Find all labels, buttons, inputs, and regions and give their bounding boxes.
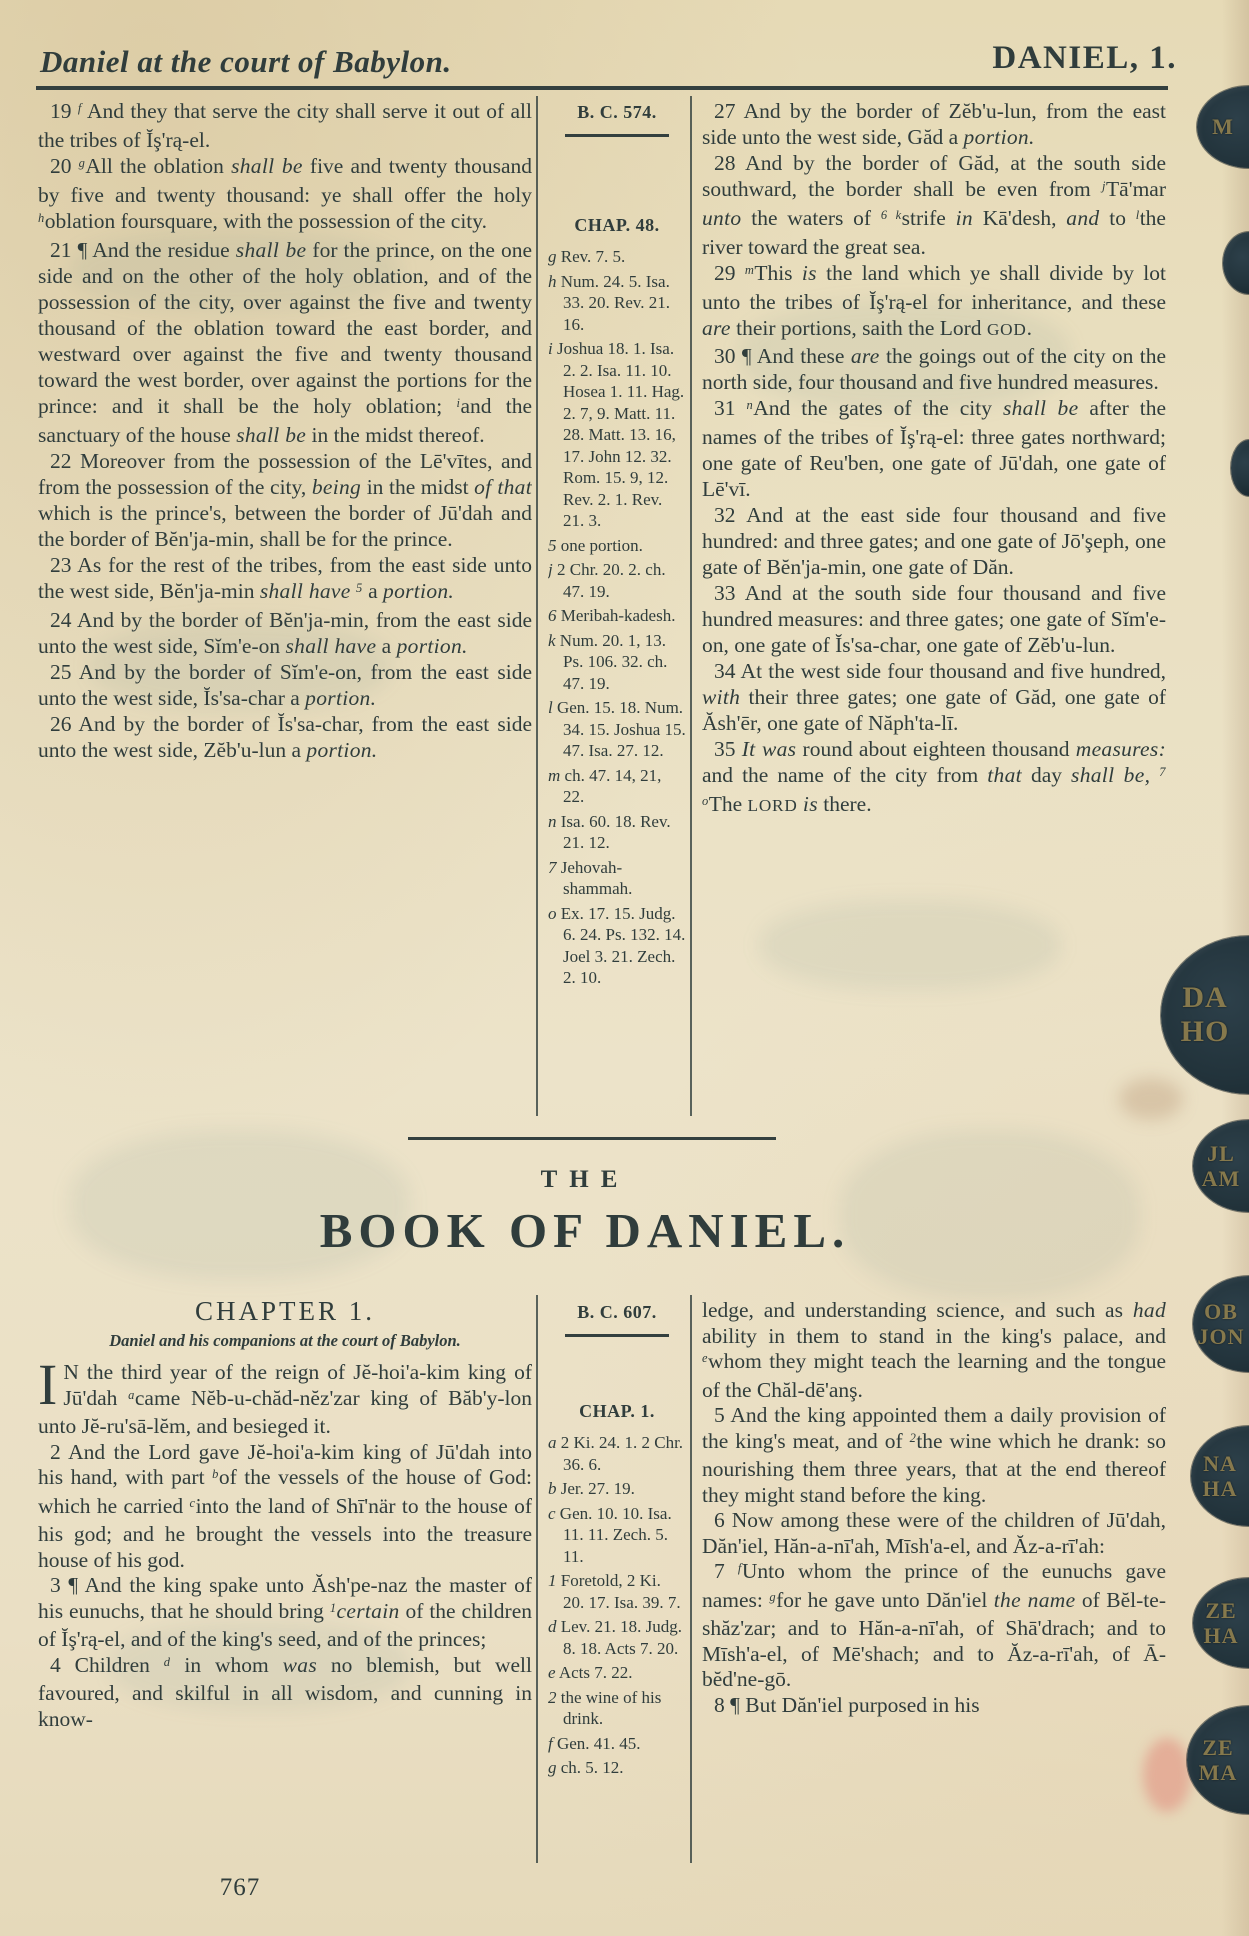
verse: 26 And by the border of Ĭs'sa-char, from the east side unto the west side, Zĕb'u-lun a portion. [38,712,532,762]
verse: 7 $^f$Unto whom the prince of the eunuchs gave names: $^g$for he gave unto Dăn'iel the name of Bĕl-te-shăz'zar; and to Hăn-a-nī'ah, of Shā'drach; and to Mīsh'a-el, of Mē'shach; and to Ăz-a-rī'ah, of Ā-bĕd'ne-gō. [702,1559,1166,1691]
cross-reference: m ch. 47. 14, 21, 22. [548,765,662,806]
thumb-index-tab [1193,1276,1249,1372]
cross-reference: 2 the wine of his drink. [548,1687,662,1728]
reference-marker: c [548,1503,556,1523]
reference-marker: b [548,1479,557,1498]
verse: 35 It was round about eighteen thousand measures: and the name of the city from that day shall be, $^{7 o}$The LORD is there. [702,737,1166,816]
reference-marker: j [548,560,553,579]
column-divider [690,1295,692,1863]
reference-marker: 7 [548,857,557,877]
thumb-tab-label [1231,440,1249,496]
cross-reference: h Num. 24. 5. Isa. 33. 20. Rev. 21. 16. [548,271,671,334]
thumb-index-tab [1193,1578,1249,1668]
cross-reference: 7 Jehovah-shammah. [548,857,633,898]
cross-reference: 5 one portion. [548,535,643,555]
cross-reference: o Ex. 17. 15. Judg. 6. 24. Ps. 132. 14. Joel 3. 21. Zech. 2. 10. [548,903,686,987]
reference-marker: g [548,1758,557,1777]
thumb-index-tab [1161,936,1249,1094]
verse: ledge, and understanding science, and such as had ability in them to stand in the king's palace, and $^e$whom they might teach the learning and the tongue of the Chăl-dē'anş. [702,1298,1166,1402]
thumb-index-tab [1191,1426,1249,1526]
verse: 25 And by the border of Sĭm'e-on, from the east side unto the west side, Ĭs'sa-char a portion. [38,660,532,710]
chapter-subtitle: Daniel and his companions at the court of Babylon. [109,1331,461,1350]
verse-flow [702,1298,1166,1718]
cross-reference: a 2 Ki. 24. 1. 2 Chr. 36. 6. [548,1433,684,1474]
verse: 5 And the king appointed them a daily provision of the king's meat, and of $^2$the wine which he drank: so nourishing them three years, that at the end thereof they might stand before the king. [702,1403,1166,1507]
cross-reference: i Joshua 18. 1. Isa. 2. 2. Isa. 11. 10. Hosea 1. 11. Hag. 2. 7, 9. Matt. 11. 28. Matt. 13. 16, 17. John 12. 32. Rom. 15. 9, 12. Rev. 2. 1. Rev. 21. 3. [548,339,685,530]
thumb-tab-label: DA HO [1180,980,1230,1048]
thumb-index-tab [1223,232,1249,294]
scripture-column-bottom-right [702,1298,1166,1873]
thumb-tab-label: ZE MA [1198,1734,1238,1785]
thumb-index-tab [1187,1706,1249,1814]
verse: 28 And by the border of Găd, at the south side southward, the border shall be even from $^j$Tā'mar unto the waters of $^{6 k}$strife in Kā'desh, and to $^l$the river toward the great sea. [702,151,1166,259]
reference-marker: a [548,1433,557,1452]
section-rule [408,1137,776,1140]
cross-reference: e Acts 7. 22. [548,1663,633,1682]
verse: 2 And the Lord gave Jĕ-hoi'a-kim king of Jū'dah into his hand, with part $^b$of the vessels of the house of God: which he carried $^c$into the land of Shī'när to the house of his god; and he brought the vessels into the treasure house of his god. [38,1439,532,1572]
thumb-tab-label: ZE HA [1203,1597,1239,1648]
verse: 3 ¶ And the king spake unto Ăsh'pe-naz the master of his eunuchs, that he should bring $^1$certain of the children of Ĭş'rą-el, and of the king's seed, and of the princes; [38,1573,532,1651]
running-head-right: DANIEL, 1. [992,40,1177,76]
scripture-column-bottom-left [38,1298,532,1878]
verse: 24 And by the border of Bĕn'ja-min, from the east side unto the west side, Sĭm'e-on shall have a portion. [38,608,532,658]
thumb-index-tab [1231,440,1249,496]
verse: 19 $^f$ And they that serve the city shall serve it out of all the tribes of Ĭş'rą-el. [38,99,532,152]
verse: 20 $^g$All the oblation shall be five and twenty thousand by five and twenty thousand: ye shall offer the holy $^h$oblation foursquare, with the possession of the city. [38,154,532,233]
verse: 32 And at the east side four thousand and five hundred: and three gates; and one gate of Jō'şeph, one gate of Bĕn'ja-min, one gate of Dăn. [702,503,1166,579]
running-head-left: Daniel at the court of Babylon. [40,44,452,79]
verse: 29 $^m$This is the land which ye shall divide by lot unto the tribes of Ĭş'rą-el for inheritance, and these are their portions, saith the Lord GOD. [702,261,1166,340]
cross-reference: g ch. 5. 12. [548,1758,624,1777]
cross-reference: b Jer. 27. 19. [548,1479,635,1498]
reference-marker: 6 [548,606,557,625]
cross-reference: l Gen. 15. 18. Num. 34. 15. Joshua 15. 47. Isa. 27. 12. [548,698,686,760]
verse: 30 ¶ And these are the goings out of the city on the north side, four thousand and five hundred measures. [702,344,1166,394]
book-title: BOOK OF DANIEL. [319,1203,851,1258]
column-divider [536,1295,538,1863]
reference-marker: g [548,247,557,266]
verse: 8 ¶ But Dăn'iel purposed in his [714,1692,980,1717]
cross-reference: k Num. 20. 1, 13. Ps. 106. 32. ch. 47. 19. [548,630,668,693]
thumb-tab-label: JL AM [1201,1140,1241,1191]
verse: 4 Children $^d$ in whom was no blemish, but well favoured, and skilful in all wisdom, and cunning in know- [38,1652,532,1731]
verse: 33 And at the south side four thousand and five hundred measures: and three gates; one gate of Sĭm'e-on, one gate of Ĭs'sa-char, one gate of Zĕb'u-lun. [702,581,1166,657]
reference-marker: 2 [548,1687,557,1707]
cross-reference: n Isa. 60. 18. Rev. 21. 12. [548,811,671,852]
era-rule [565,1334,669,1337]
cross-reference: j 2 Chr. 20. 2. ch. 47. 19. [548,560,666,601]
reference-marker: 5 [548,535,557,555]
chapter-ref-label: CHAP. 48. [574,214,660,235]
cross-reference-column-bottom [548,1298,686,1858]
cross-reference: g Rev. 7. 5. [548,247,626,266]
cross-reference: c Gen. 10. 10. Isa. 11. 11. Zech. 5. 11. [548,1503,672,1566]
scripture-column-top-left [38,98,532,1114]
era-date: B. C. 607. [577,1302,657,1322]
cross-reference-column-top [548,98,686,1114]
column-divider [536,96,538,1116]
thumb-tab-label: M [1212,114,1234,140]
reference-marker: h [548,271,557,291]
chapter-ref-label: CHAP. 1. [579,1400,655,1421]
reference-marker: f [548,1733,553,1753]
verse: 31 $^n$And the gates of the city shall be after the names of the tribes of Ĭş'rą-el: three gates northward; one gate of Reu'ben, one gate of Jū'dah, one gate of Lē'vī. [702,396,1166,501]
verse: 21 ¶ And the residue shall be for the prince, on the one side and on the other of the holy oblation, and of the possession of the city, over against the five and twenty thousand of the oblation toward the east border, and westward over against the five and twenty thousand toward the west border, over against the portions for the prince: and it shall be the holy oblation; $^i$and the sanctuary of the house shall be in the midst thereof. [38,238,532,447]
cross-reference: 1 Foretold, 2 Ki. 20. 17. Isa. 39. 7. [548,1571,681,1612]
verse: 27 And by the border of Zĕb'u-lun, from the east side unto the west side, Găd a portion. [702,99,1166,149]
verse: I N the third year of the reign of Jĕ-hoi'a-kim king of Jū'dah $^a$came Nĕb-u-chăd-nĕz'zar king of Băb'y-lon unto Jĕ-ru'sā-lĕm, and besieged it. [38,1352,532,1438]
thumb-index-tab [1197,86,1249,168]
reference-marker: i [548,339,553,358]
cross-reference: d Lev. 21. 18. Judg. 8. 18. Acts 7. 20. [548,1617,682,1658]
reference-marker: n [548,811,557,831]
verse: 34 At the west side four thousand and five hundred, with their three gates; one gate of Găd, one gate of Ăsh'ēr, one gate of Năph'ta-lī. [702,659,1166,735]
header-rule [36,86,1168,90]
verse-flow [38,1352,532,1732]
drop-cap: I [38,1352,58,1417]
verse: 23 As for the rest of the tribes, from the east side unto the west side, Bĕn'ja-min shall have $^5$ a portion. [38,553,532,603]
era-rule [565,134,669,137]
thumb-tab-label [1223,232,1249,294]
page-number: 767 [219,1874,261,1901]
thumb-index-tab [1193,1120,1249,1212]
reference-marker: e [548,1663,556,1682]
reference-marker: o [548,903,557,923]
verse: 22 Moreover from the possession of the Lē'vītes, and from the possession of the city, being in the midst of that which is the prince's, between the border of Jū'dah and the border of Bĕn'ja-min, shall be for the prince. [38,449,532,551]
scripture-column-top-right [702,98,1166,1114]
chapter-heading: CHAPTER 1. [194,1298,376,1326]
thumb-tab-label: OB JON [1197,1298,1245,1349]
reference-marker: l [548,698,553,717]
verse: 6 Now among these were of the children of Jū'dah, Dăn'iel, Hăn-a-nī'ah, Mīsh'a-el, and Ăz-a-rī'ah: [702,1508,1166,1558]
column-divider [690,96,692,1116]
cross-reference-list [548,246,686,989]
thumb-tab-label: NA HA [1202,1450,1238,1501]
reference-marker: m [548,765,561,785]
cross-reference: 6 Meribah-kadesh. [548,606,676,625]
reference-marker: k [548,630,556,650]
book-title-kicker: THE [540,1166,630,1193]
reference-marker: d [548,1617,557,1636]
era-date: B. C. 574. [577,102,657,122]
cross-reference: f Gen. 41. 45. [548,1733,641,1753]
cross-reference-list [548,1432,686,1779]
reference-marker: 1 [548,1571,557,1590]
